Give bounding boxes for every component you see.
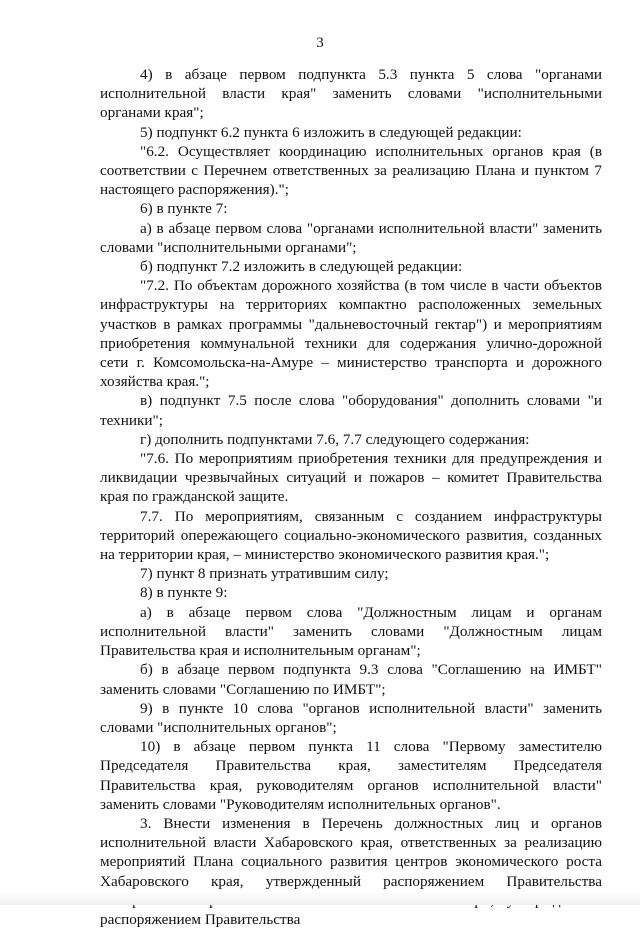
- paragraph-7: "7.2. По объектам дорожного хозяйства (в том числе в части объектов инфраструктуры на территориях компактно расположенных земельных участков в рамках программы "дальневосточный гектар") и мероприятиям приобретения коммунальной техники для содержания улично-дорожной сети г. Комсомольска-на-Амуре – министерство транспорта и дорожного хозяйства края.";: [100, 277, 602, 391]
- paragraph-4: 6) в пункте 7:: [140, 200, 228, 218]
- paragraph-1: 4) в абзаце первом подпункта 5.3 пункта 5 слова "органами исполнительной власти края" заменить словами "исполнительными органами края";: [100, 66, 602, 122]
- document-body: [100, 65, 602, 929]
- paragraph-14: а) в абзаце первом слова "Должностным лицам и органам исполнительной власти" заменить словами "Должностным лицам Правительства края и исполнительным органам";: [100, 603, 602, 660]
- paragraph-17: 10) в абзаце первом пункта 11 слова "Первому заместителю Председателя Правительства края, заместителям Председателя Правительства края, руководителям органов исполнительной власти" заменить словами "Руководителям исполнительных органов".: [100, 738, 602, 813]
- paragraph-2: 5) подпункт 6.2 пункта 6 изложить в следующей редакции:: [140, 123, 522, 141]
- paragraph-9: г) дополнить подпунктами 7.6, 7.7 следующего содержания:: [140, 430, 530, 448]
- paragraph-3: "6.2. Осуществляет координацию исполнительных органов края (в соответствии с Перечнем ответственных за реализацию Плана и пунктом 7 настоящего распоряжения).";: [100, 142, 602, 199]
- paragraph-5: а) в абзаце первом слова "органами исполнительной власти" заменить словами "исполнительными органами";: [100, 219, 602, 256]
- paragraph-15: б) в абзаце первом подпункта 9.3 слова "Соглашению на ИМБТ" заменить словами "Соглашению по ИМБТ";: [100, 661, 602, 698]
- paragraph-10: "7.6. По мероприятиям приобретения техники для предупреждения и ликвидации чрезвычайных ситуаций и пожаров – комитет Правительства края по гражданской защите.: [100, 450, 602, 506]
- paragraph-16: 9) в пункте 10 слова "органов исполнительной власти" заменить словами "исполнительных органов";: [100, 699, 602, 736]
- paragraph-12: 7) пункт 8 признать утратившим силу;: [140, 565, 389, 583]
- paragraph-13: 8) в пункте 9:: [140, 584, 228, 602]
- sheet-bottom-edge: [0, 891, 640, 905]
- paragraph-8: в) подпункт 7.5 после слова "оборудования" дополнить словами "и техники";: [100, 392, 602, 429]
- paragraph-18: 3. Внести изменения в Перечень должностных лиц и органов исполнительной власти Хабаровского края, ответственных за реализацию мероприятий Плана социального развития центров экономического роста Хабаровского края, утвержденный распоряжением Правительства распоряжением Правительства: [100, 814, 602, 928]
- paragraph-6: б) подпункт 7.2 изложить в следующей редакции:: [140, 258, 463, 276]
- page-number: 3: [316, 35, 324, 51]
- paragraph-11: 7.7. По мероприятиям, связанным с созданием инфраструктуры территорий опережающего социально-экономического развития, созданных на территории края, – министерство экономического развития края.";: [100, 507, 602, 564]
